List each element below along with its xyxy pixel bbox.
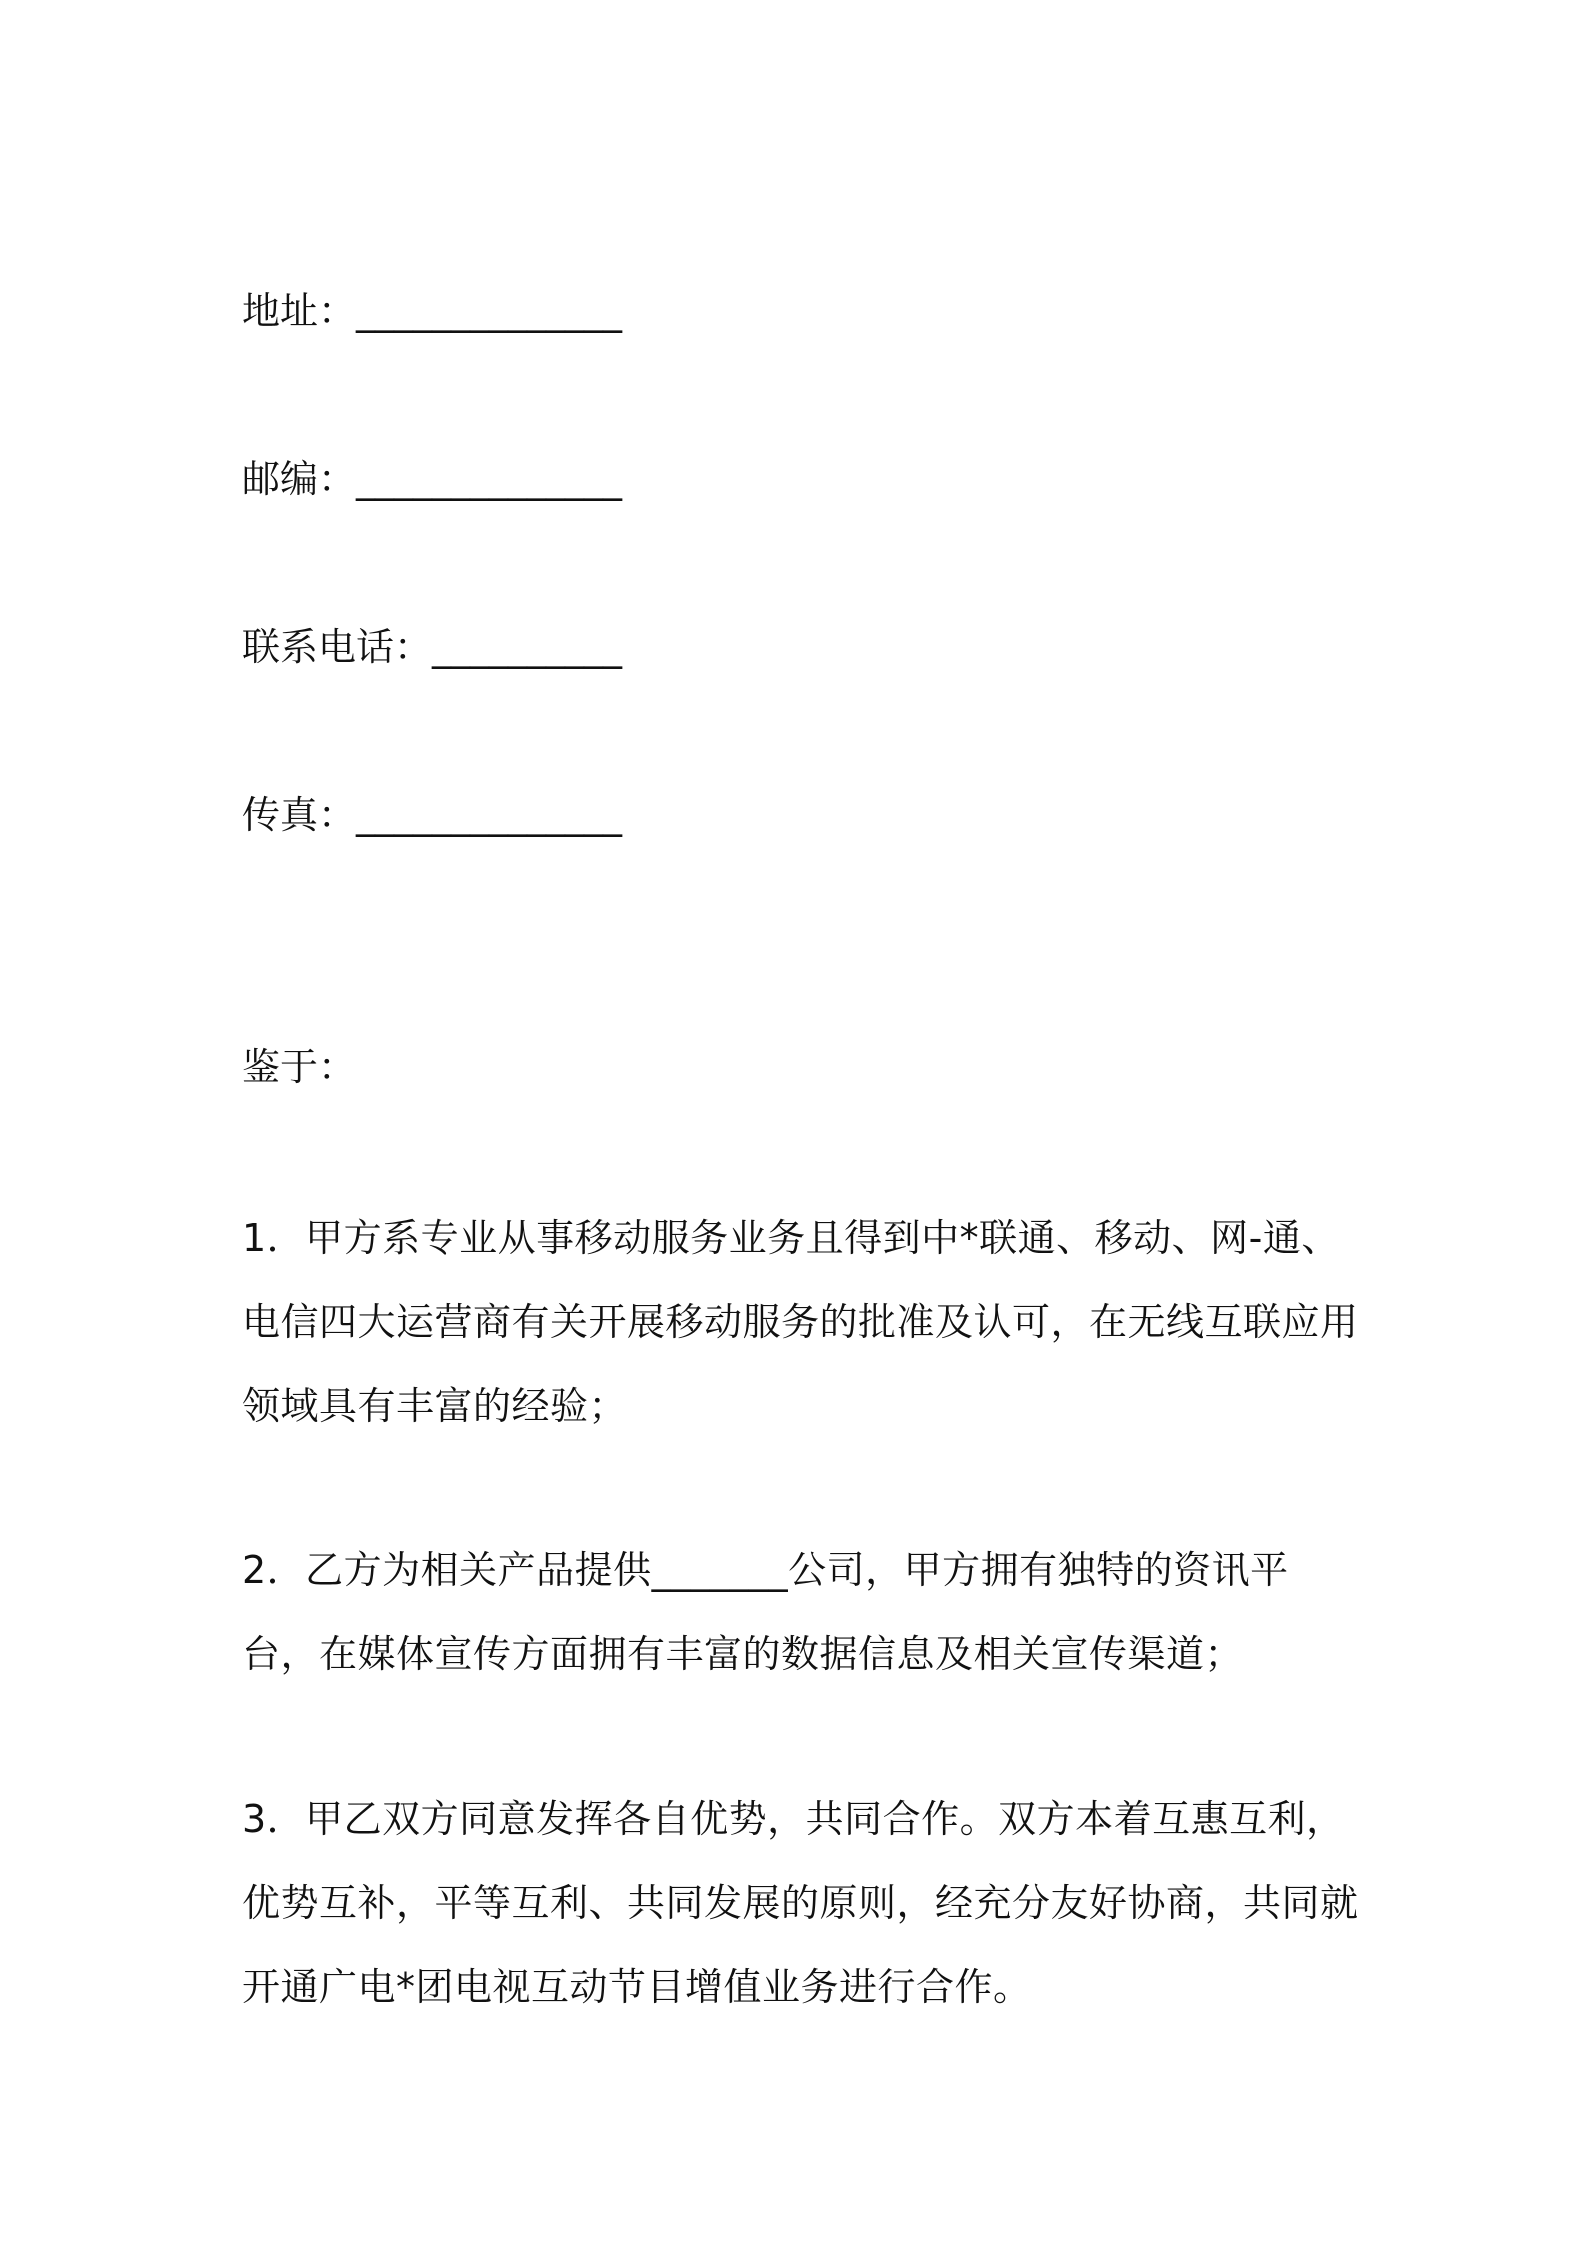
whereas-heading: 鉴于： — [242, 1045, 357, 1089]
clause-1: 1．甲方系专业从事移动服务业务且得到中*联通、移动、网-通、电信四大运营商有关开展移动服务的批准及认可，在无线互联应用领域具有丰富的经验； — [242, 1216, 1359, 1428]
clause-2: 2．乙方为相关产品提供_______公司，甲方拥有独特的资讯平台，在媒体宣传方面拥有丰富的数据信息及相关宣传渠道； — [242, 1548, 1289, 1676]
postcode-field: 邮编：______________ — [242, 457, 623, 501]
clause-3: 3．甲乙双方同意发挥各自优势，共同合作。双方本着互惠互利，优势互补，平等互利、共同发展的原则，经充分友好协商，共同就开通广电*团电视互动节目增值业务进行合作。 — [242, 1797, 1359, 2009]
phone-field: 联系电话：__________ — [242, 625, 623, 669]
address-field: 地址：______________ — [242, 289, 623, 333]
fax-field: 传真：______________ — [242, 793, 623, 837]
